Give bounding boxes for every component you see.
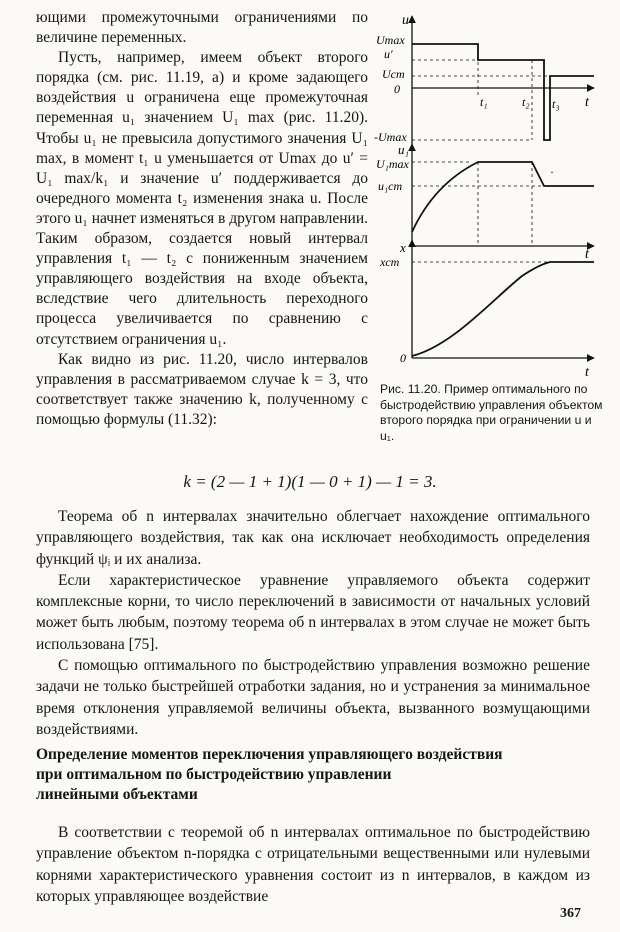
section-heading (36, 745, 596, 804)
heading-line-3: линейными объектами (36, 785, 198, 803)
label-ust: Uст (382, 67, 405, 81)
label-t1: t₁ (480, 95, 488, 109)
paragraph-1: ющими промежуточными ограничениями по величине переменных. (36, 9, 368, 47)
paragraph-4: Теорема об n интервалах значительно облегчает нахождение оптимального управляющего воздействия, так как она исключает необходимость определения функций ψᵢ и их анализа. (36, 508, 590, 568)
control-signal-u (412, 44, 594, 140)
paragraph-2: Пусть, например, имеем объект второго порядка (см. рис. 11.19, а) и кроме задающего воздействия u ограничена еще промежуточная переменная u₁ значением U₁ max (рис. 11.20). Чтобы u₁ не превысила допустимого значения U₁ max, в момент t₁ u уменьшается от Umax до u′ = U₁ max/k₁ и значение u′ поддерживается до очередного момента t₂ изменения знака u. После этого u₁ начнет изменяться в другом направлении. Таким образом, создается новый интервал управления t₁ — t₂ с пониженным значением управляющего воздействия на входе объекта, вследствие чего длительность переходного процесса увеличивается по сравнению с отсутствием ограничения u₁. (36, 49, 368, 348)
label-zero-top: 0 (394, 82, 400, 96)
paragraph-3: Как видно из рис. 11.20, число интервалов управления в рассматриваемом случае k = 3, что соответствует также значению k, полученному с помощью формулы (11.32): (36, 350, 368, 428)
paragraph-6: С помощью оптимального по быстродействию управления возможно решение задачи не только быстрейшей отработки задания, но и устранения за минимальное время отклонения управляемой величины объекта, вызванного возмущающими воздействиями. (36, 657, 590, 738)
label-u1st: u₁ст (378, 179, 403, 193)
label-umax: Umax (376, 33, 405, 47)
bot-y-label: x (400, 240, 406, 255)
figure-diagram (372, 4, 612, 382)
label-u-prime: u′ (384, 47, 393, 61)
heading-line-2: при оптимальном по быстродействию управлении (36, 765, 392, 783)
figure-11-20 (372, 4, 612, 382)
label-t2: t₂ (522, 95, 530, 109)
label-minus-umax: -Umax (374, 130, 407, 144)
top-y-label: u (402, 13, 409, 28)
label-xst: xст (380, 255, 400, 269)
figure-caption: Рис. 11.20. Пример оптимального по быстродействию управления объектом второго порядка при ограничении u и u₁. (380, 382, 603, 443)
mid-y-label: u₁ (398, 142, 410, 157)
paragraph-5: Если характеристическое уравнение управляемого объекта содержит комплексные корни, то число переключений в зависимости от начальных условий может быть любым, поэтому теорема об n интервалах в этом случае не может быть использована [75]. (36, 571, 590, 653)
top-x-label: t (585, 95, 589, 110)
middle-plot (376, 142, 594, 262)
top-plot (374, 13, 594, 144)
last-paragraph-block (36, 822, 590, 907)
paragraph-7: В соответствии с теоремой об n интервалах оптимальное по быстродействию управление объектом n-порядка с отрицательными вещественными или нулевыми корнями характеристического уравнения состоит из n интервалов, в каждом из которых управляющее воздействие (36, 824, 590, 905)
page-number: 367 (560, 906, 581, 921)
state-curve-u1 (412, 162, 594, 232)
body-block (36, 506, 590, 740)
state-curve-x (412, 262, 594, 356)
label-t3: t₃ (552, 97, 560, 111)
mid-x-label: t (585, 247, 589, 262)
left-column (36, 8, 368, 430)
formula: k = (2 — 1 + 1)(1 — 0 + 1) — 1 = 3. (183, 472, 437, 491)
svg-text:·: · (550, 165, 554, 179)
bottom-plot (379, 240, 594, 380)
label-zero-bottom: 0 (400, 351, 406, 365)
heading-line-1: Определение моментов переключения управляющего воздействия (36, 746, 503, 763)
bot-x-label: t (585, 365, 589, 380)
label-u1max: U₁max (376, 157, 409, 171)
